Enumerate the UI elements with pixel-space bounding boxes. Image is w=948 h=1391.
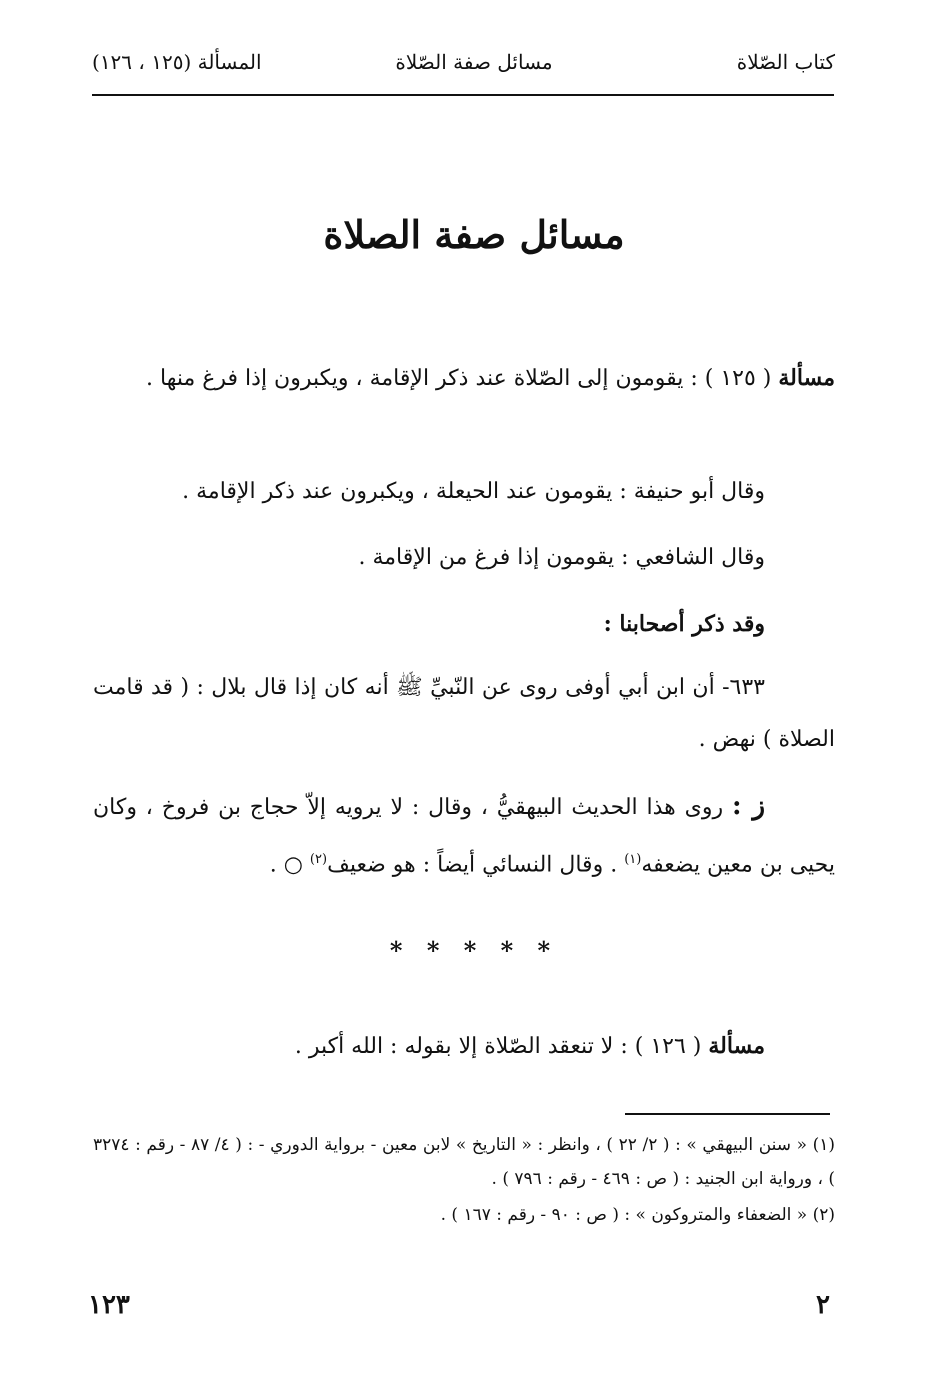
note-marker: ز : [731, 791, 765, 821]
shafii-paragraph: وقال الشافعي : يقومون إذا فرغ من الإقامة . [358, 545, 765, 570]
page-number: ١٢٣ [88, 1290, 130, 1320]
note-paragraph [93, 780, 835, 891]
header-book-title: كتاب الصّلاة [736, 50, 835, 74]
abu-hanifa-paragraph: وقال أبو حنيفة : يقومون عند الحيعلة ، ويكبرون عند ذكر الإقامة . [182, 479, 765, 504]
hadith-633-paragraph: ٦٣٣- أن ابن أبي أوفى روى عن النّبيِّ ﷺ أنه كان إذا قال بلال : ( قد قامت الصلاة ) نهض . [93, 675, 835, 752]
issue-125-text: ( ١٢٥ ) : يقومون إلى الصّلاة عند ذكر الإقامة ، ويكبرون إذا فرغ منها . [146, 366, 772, 391]
note-text: روى هذا الحديث البيهقيُّ ، وقال : لا يرويه إلاّ حجاج بن فروخ ، وكان يحيى بن معين يضعفه [93, 795, 835, 878]
footnote-2: (٢) « الضعفاء والمتروكون » : ( ص : ٩٠ - رقم : ١٦٧ ) . [440, 1205, 835, 1225]
section-separator: * * * * * [389, 936, 559, 965]
ashab-paragraph: وقد ذكر أصحابنا : [603, 611, 765, 637]
footnote-ref-1: (١) [624, 852, 642, 867]
issue-126-text: ( ١٢٦ ) : لا تنعقد الصّلاة إلا بقوله : الله أكبر . [294, 1034, 702, 1059]
issue-125-paragraph [93, 352, 835, 405]
header-chapter-title: مسائل صفة الصّلاة [395, 50, 553, 74]
issue-126-label: مسألة [708, 1033, 765, 1059]
footnote-ref-2: (٢) [309, 852, 328, 867]
issue-126-paragraph [93, 1020, 835, 1073]
header-rule [92, 94, 834, 96]
page-title: مسائل صفة الصلاة [323, 212, 625, 257]
footnote-1: (١) « سنن البيهقي » : ( ٢/ ٢٢ ) ، وانظر : « التاريخ » لابن معين - برواية الدوري - : ( ٤/ ٨٧ - رقم : ٣٢٧٤ ) ، ورواية ابن الجنيد : ( ص : ٤٦٩ - رقم : ٧٩٦ ) . [93, 1135, 836, 1189]
part-number: ٢ [816, 1290, 830, 1320]
header-issue-range: المسألة (١٢٥ ، ١٢٦) [92, 50, 262, 74]
note-end: ○ . [269, 852, 303, 878]
issue-125-label: مسألة [778, 365, 835, 391]
note-text-2: . وقال النسائي أيضاً : هو ضعيف [327, 852, 618, 878]
footnote-rule [625, 1113, 830, 1115]
